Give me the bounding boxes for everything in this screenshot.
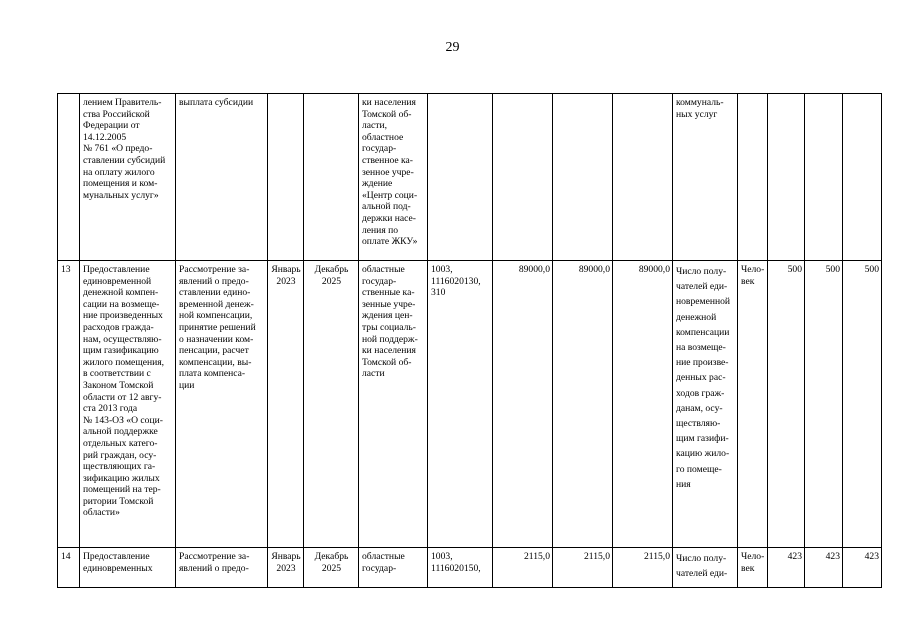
executor-cell: ки населения Томской об- ласти, областное государ- ственное ка- зенное учре- ждение «Центр соци- альной под- держки насе- ления по оплате ЖКУ»	[359, 94, 428, 261]
target-year-3-cell: 423	[843, 548, 882, 588]
table-row	[58, 94, 882, 261]
row-number-cell: 14	[58, 548, 80, 588]
funding-year-1-cell: 89000,0	[493, 261, 553, 548]
funding-year-2-cell	[553, 94, 613, 261]
target-year-3-cell	[843, 94, 882, 261]
table-row	[58, 261, 882, 548]
target-year-1-cell: 500	[768, 261, 805, 548]
measure-name-cell: Предоставление единовременных	[80, 548, 176, 588]
page-number: 29	[445, 40, 460, 55]
budget-code-cell: 1003, 1116020150,	[428, 548, 493, 588]
target-year-2-cell	[805, 94, 843, 261]
target-year-2-cell: 423	[805, 548, 843, 588]
unit-cell: Чело- век	[738, 548, 768, 588]
target-year-2-cell: 500	[805, 261, 843, 548]
target-year-1-cell	[768, 94, 805, 261]
indicator-cell: Число полу- чателей еди- новременной денежной компенсации на возмеще- ние произве- денных рас- ходов граж- данам, осу- ществляю- щим газифи- кацию жило- го помеще- ния	[673, 261, 738, 548]
funding-year-3-cell	[613, 94, 673, 261]
indicator-cell: Число полу- чателей еди-	[673, 548, 738, 588]
end-date-cell: Декабрь 2025	[304, 261, 359, 548]
target-year-1-cell: 423	[768, 548, 805, 588]
measure-name-cell: Предоставление единовременной денежной компен- сации на возмеще- ние произведенных расходов гражда- нам, осуществляю- щим газификацию жилого помещения, в соответствии с Законом Томской области от 12 авгу- ста 2013 года № 143-ОЗ «О соци- альной поддержке отдельных катего- рий граждан, осу- ществляющих га- зификацию жилых помещений на тер- ритории Томской области»	[80, 261, 176, 548]
table-row	[58, 548, 882, 588]
start-date-cell: Январь 2023	[268, 548, 304, 588]
row-number-cell: 13	[58, 261, 80, 548]
measure-content-cell: Рассмотрение за- явлений о предо- ставлении едино- временной денеж- ной компенсации, принятие решений о назначении ком- пенсации, расчет компенсации, вы- плата компенса- ции	[176, 261, 268, 548]
unit-cell: Чело- век	[738, 261, 768, 548]
funding-year-2-cell: 89000,0	[553, 261, 613, 548]
measure-content-cell: выплата субсидии	[176, 94, 268, 261]
funding-year-1-cell	[493, 94, 553, 261]
budget-code-cell	[428, 94, 493, 261]
executor-cell: областные государ- ственные ка- зенные учре- ждения цен- тры социаль- ной поддерж- ки населения Томской об- ласти	[359, 261, 428, 548]
funding-year-1-cell: 2115,0	[493, 548, 553, 588]
unit-cell	[738, 94, 768, 261]
funding-year-2-cell: 2115,0	[553, 548, 613, 588]
start-date-cell	[268, 94, 304, 261]
row-number-cell	[58, 94, 80, 261]
end-date-cell	[304, 94, 359, 261]
funding-year-3-cell: 2115,0	[613, 548, 673, 588]
start-date-cell: Январь 2023	[268, 261, 304, 548]
end-date-cell: Декабрь 2025	[304, 548, 359, 588]
indicator-cell: коммуналь- ных услуг	[673, 94, 738, 261]
program-table	[57, 93, 882, 588]
budget-code-cell: 1003, 1116020130, 310	[428, 261, 493, 548]
measure-name-cell: лением Правитель- ства Российской Федерации от 14.12.2005 № 761 «О предо- ставлении субсидий на оплату жилого помещения и ком- мунальных услуг»	[80, 94, 176, 261]
target-year-3-cell: 500	[843, 261, 882, 548]
measure-content-cell: Рассмотрение за- явлений о предо-	[176, 548, 268, 588]
executor-cell: областные государ-	[359, 548, 428, 588]
funding-year-3-cell: 89000,0	[613, 261, 673, 548]
